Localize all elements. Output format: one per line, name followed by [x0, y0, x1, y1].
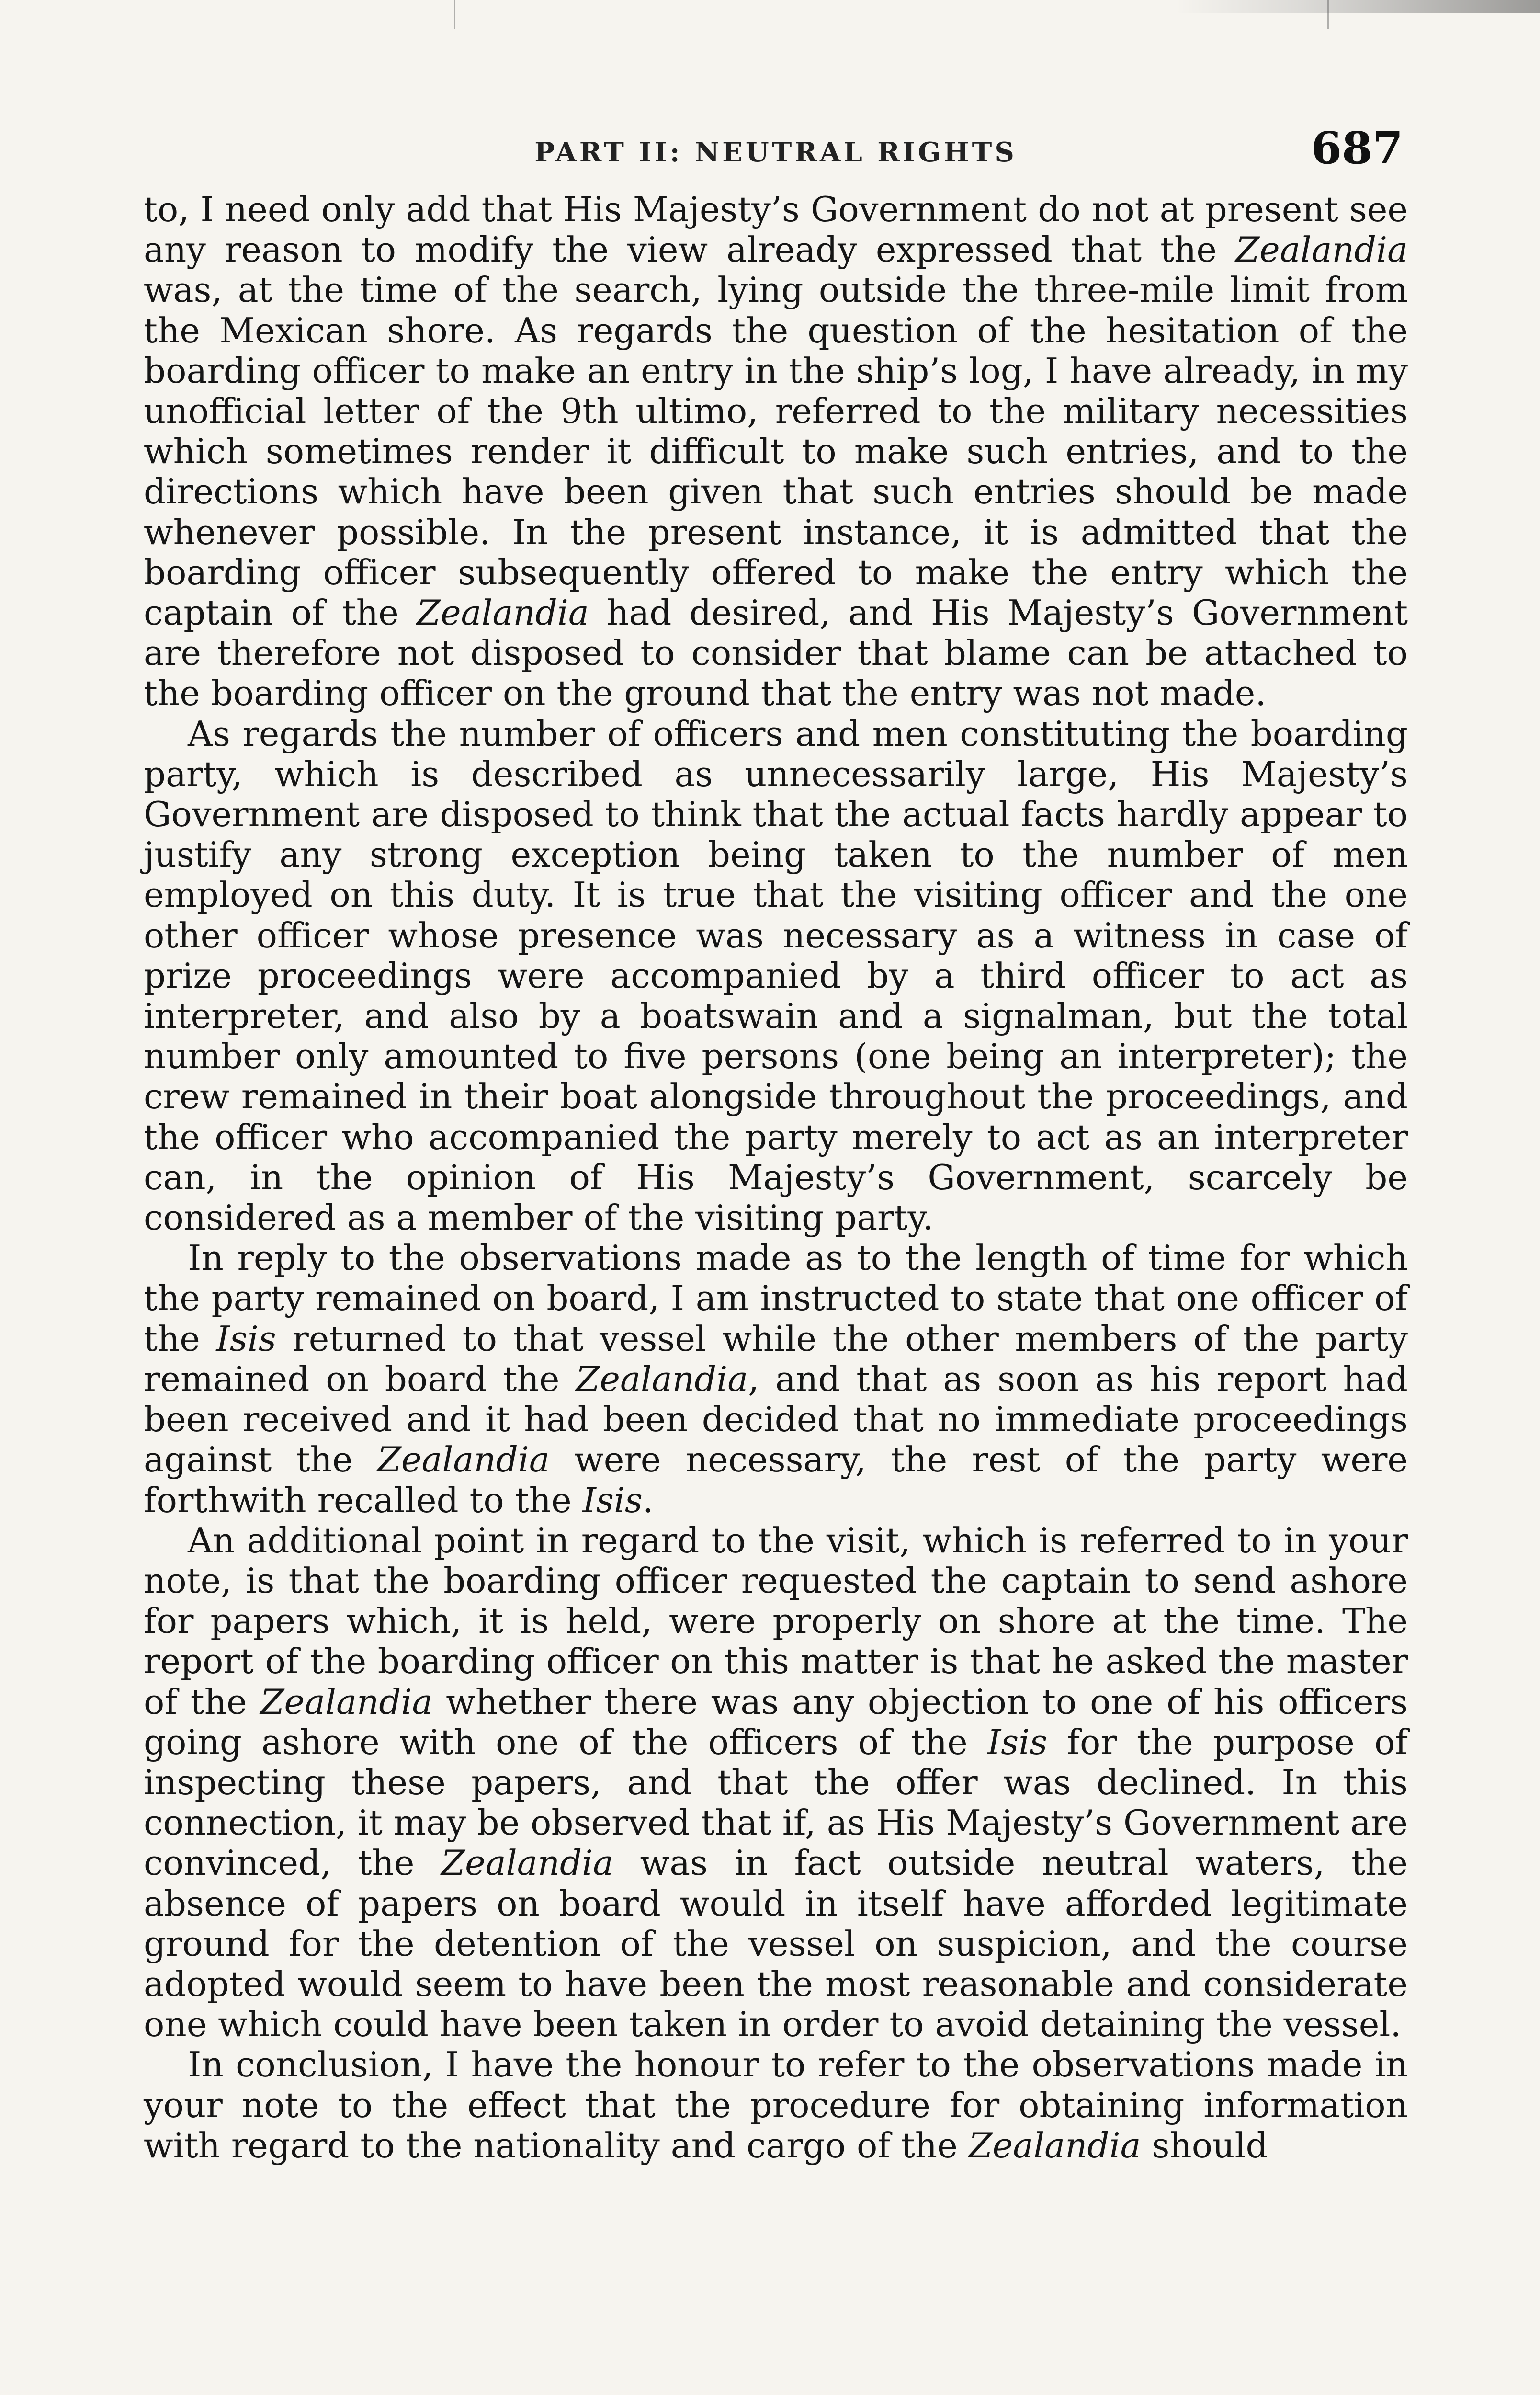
- body-text: [144, 189, 1408, 2166]
- paragraph: [144, 189, 1408, 714]
- page-number: 687: [1311, 122, 1403, 174]
- scan-mark: [454, 0, 455, 29]
- paragraph: [144, 714, 1408, 1238]
- running-head: [144, 117, 1408, 189]
- ship-name: Isis: [582, 1480, 643, 1520]
- text-run: As regards the number of officers and men constituting the boarding party, which is described as unnecessarily large, His Majesty’s Government are disposed to think that the actual facts hardly appear to justify any strong exception being taken to the number of men employed on this duty. It is true that the visiting officer and the one other officer whose presence was necessary as a witness in case of prize proceedings were accompanied by a third officer to act as interpreter, and also by a boatswain and a signalman, but the total number only amounted to five persons (one being an interpreter); the crew remained in their boat alongside throughout the proceedings, and the officer who accompanied the party merely to act as an interpreter can, in the opinion of His Majesty’s Government, scarcely be considered as a member of the visiting party.: [144, 713, 1408, 1238]
- text-run: were necessary, the rest of the party were forthwith recalled to the: [144, 1439, 1408, 1520]
- ship-name: Zealandia: [260, 1681, 433, 1722]
- text-run: was, at the time of the search, lying outside the three-mile limit from the Mexican shore. As regards the question of the hesitation of the boarding officer to make an entry in the ship’s log, I have already, in my unofficial letter of the 9th ultimo, referred to the military necessities which sometimes render it difficult to make such entries, and to the directions which have been given that such entries should be made whenever possible. In the present instance, it is admitted that the boarding officer subsequently offered to make the entry which the captain of the: [144, 270, 1408, 633]
- scan-mark: [1327, 0, 1329, 29]
- running-head-title: PART II: NEUTRAL RIGHTS: [534, 137, 1017, 168]
- ship-name: Zealandia: [968, 2125, 1141, 2166]
- text-run: had desired, and His Majesty’s Government are therefore not disposed to consider that blame can be attached to the boarding officer on the ground that the entry was not made.: [144, 593, 1408, 714]
- ship-name: Zealandia: [1235, 229, 1408, 270]
- scan-edge-shadow: [1176, 0, 1540, 13]
- ship-name: Zealandia: [441, 1843, 614, 1883]
- text-run: was in fact outside neutral waters, the absence of papers on board would in itself have afforded legitimate ground for the detention of the vessel on suspicion, and the course adopted would seem to have been the most reasonable and considerate one which could have been taken in order to avoid detaining the vessel.: [144, 1843, 1408, 2045]
- ship-name: Zealandia: [377, 1439, 550, 1480]
- paragraph: [144, 1238, 1408, 1520]
- text-run: An additional point in regard to the visit, which is referred to in your note, is that the boarding officer requested the captain to send ashore for papers which, it is held, were properly on shore at the time. The report of the boarding officer on this matter is that he asked the master of the: [144, 1520, 1408, 1722]
- ship-name: Isis: [216, 1318, 276, 1359]
- text-run: , and that as soon as his report had been received and it had been decided that no immediate proceedings against the: [144, 1358, 1408, 1480]
- document-page: [144, 117, 1408, 2166]
- ship-name: Zealandia: [576, 1358, 748, 1399]
- paragraph: [144, 1520, 1408, 2045]
- ship-name: Isis: [987, 1722, 1048, 1762]
- text-run: to, I need only add that His Majesty’s Government do not at present see any reason to modify the view already expressed that the: [144, 189, 1408, 270]
- text-run: .: [642, 1480, 654, 1520]
- text-run: returned to that vessel while the other members of the party remained on board the: [144, 1318, 1408, 1399]
- text-run: for the purpose of inspecting these papers, and that the offer was declined. In this connection, it may be observed that if, as His Majesty’s Government are convinced, the: [144, 1722, 1408, 1883]
- text-run: In conclusion, I have the honour to refer to the observations made in your note to the effect that the procedure for obtaining information with regard to the nationality and cargo of the: [144, 2044, 1408, 2166]
- text-run: In reply to the observations made as to the length of time for which the party remained on board, I am instructed to state that one officer of the: [144, 1238, 1408, 1359]
- paragraph: [144, 2044, 1408, 2166]
- ship-name: Zealandia: [416, 593, 589, 633]
- text-run: should: [1141, 2125, 1268, 2166]
- text-run: whether there was any objection to one of his officers going ashore with one of the officers of the: [144, 1681, 1408, 1762]
